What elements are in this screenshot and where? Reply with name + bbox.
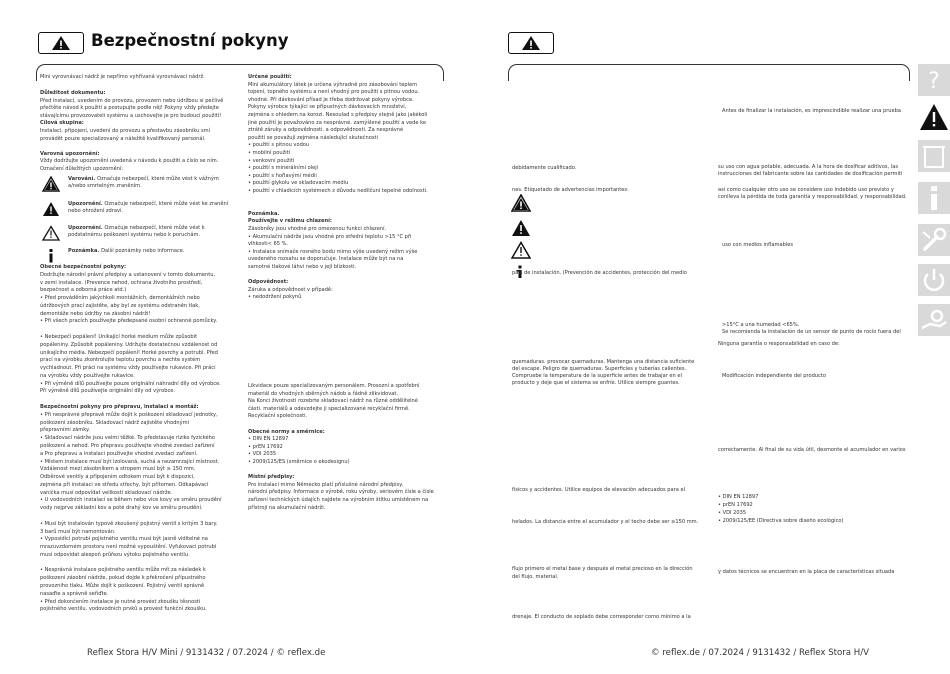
text-line: vody nejprve základní kov a poté drahý kov ve směru proudění. <box>40 505 203 512</box>
text-line: Likvidace pouze specializovaným personálem. Prosozní a spotřební <box>248 383 420 389</box>
text-line: Určené použití: <box>248 74 292 80</box>
text-line: • mobilní použití <box>248 150 291 156</box>
text-line: Při výměně dílů používejte originální díly od výrobce. <box>40 388 175 395</box>
text-line: materiál do vhodných sběrných nádob a řádně zlikvidovat. <box>248 390 398 397</box>
text-line: • použití glykolu ve skladovacím médiu <box>248 180 349 187</box>
right-footer: © reflex.de / 07.2024 / 9131432 / Reflex Stora H/V <box>651 648 870 658</box>
question-icon <box>918 64 950 96</box>
text-line: • nedodržení pokynů <box>248 294 302 301</box>
text-line: • 2009/125/EE (Directiva sobre diseño ecológico) <box>718 518 844 524</box>
right-content-frame <box>508 64 910 81</box>
text-line: národní předpisy. Informace o výrobě, roku výroby, sériovém čísle a čísle <box>248 489 434 496</box>
text-line: stávajícímu provozovateli systému a uschovejte je pro budoucí použití! <box>40 112 222 119</box>
text-line: • U vodovodních instalací se během nebo více kovy ve směru proudění <box>40 497 222 504</box>
tank-icon <box>918 140 950 172</box>
warning-icon <box>509 33 553 53</box>
text-line: del flujo. material. <box>512 574 559 580</box>
legend-text: nebo ohrožení zdraví. <box>68 208 124 215</box>
text-line: vhodné. Při dávkování přísad je třeba dodržovat pokyny výrobce. <box>248 96 414 103</box>
text-line: 3 barů musí být namontován. <box>40 528 116 535</box>
text-line: musí odpovídat alespoň průřezu výtoku pojistného ventilu. <box>40 551 190 558</box>
text-line: jiné použití je považováno za nesprávné. zamýšlené použití a vede ke <box>248 119 426 126</box>
text-line: Důležitost dokumentu: <box>40 90 106 96</box>
text-line: samotné tlakové láhvi nebo v její blízkosti. <box>248 264 357 270</box>
text-line: Používejte v režimu chlazení: <box>248 218 332 225</box>
text-line: Odběrové ventily a připojením odtokem musí být k dispozici, <box>40 474 195 481</box>
right-warning-badge <box>508 32 554 54</box>
legend-text: a/nebo smrtelným zraněním. <box>68 183 142 190</box>
text-line: Záruka a odpovědnost v případě: <box>248 286 333 293</box>
text-line: • Při výměně dílů používejte pouze originální náhradní díly od výrobce. <box>40 380 221 387</box>
text-line: Varovná upozornění: <box>40 150 100 157</box>
danger-triangle-icon <box>511 194 531 216</box>
text-line: Vzdálenost mezi zásobníkem a stropem musí být ≥ 150 mm. <box>40 466 196 473</box>
text-line: Bezpečnostní pokyny pro přepravu, instalaci a montáž: <box>40 404 199 411</box>
text-line: • DIN EN 12897 <box>248 436 289 443</box>
page-title: Bezpečnostní pokyny <box>91 31 289 50</box>
text-line: quemaduras. provocar quemaduras. Mantenga una distancia suficiente <box>512 359 695 365</box>
text-line: poškození zásobní nádrže, pokud dojde k překročení přípustného <box>40 575 206 582</box>
svg-text:?: ? <box>928 69 940 94</box>
text-line: Odpovědnost: <box>248 279 289 286</box>
text-line: • Vyposídící potrubí pojistného ventilu musí být jasně viditelné na <box>40 536 208 543</box>
text-line: Instalaci, připojení, uvedení do provozu a přestavbu zásobníku smí <box>40 128 211 134</box>
text-line: físicos y accidentes. Utilice equipos de elevación adecuados para el <box>512 487 686 493</box>
legend-text: Upozornění. Označuje nebezpečí, které může vést k <box>68 225 205 231</box>
text-line: Zásobníky jsou vhodné pro omezenou funkci chlazení. <box>248 226 387 232</box>
warning-icon <box>39 33 83 53</box>
text-line: • Skladovací nádrže jsou velmi těžké. To představuje riziko fyzického <box>40 435 216 442</box>
text-line: Vždy dodržujte upozornění uvedená v návodu k použití a číslo se ním. <box>40 158 219 165</box>
text-line: • Místem instalace musí být izolovaná, suchá a nezamrzající místnost. <box>40 458 220 465</box>
text-line: na výrobku vždy používejte rukavice. <box>40 372 135 379</box>
text-line: vlhkosti< 65 %. <box>248 241 289 248</box>
legend-text: podstatnému poškození systému nebo k poruchám. <box>68 232 201 239</box>
warning-icon <box>918 101 950 133</box>
text-line: conlleva la pérdida de toda garantía y responsabilidad. y responsabilidad. <box>718 194 907 200</box>
text-line: Modificación independiente del producto <box>722 373 826 379</box>
text-line: • prEN 17692 <box>248 443 283 450</box>
text-line: instrucciones del fabricante sobre las cantidades de dosificación permiti <box>718 171 903 177</box>
power-icon <box>918 264 950 296</box>
attention-triangle-icon <box>42 225 60 245</box>
legend-text: Varování. Označuje nebezpečí, které může vést k vážným <box>68 176 219 182</box>
text-line: nes. Etiquetado de advertencias importantes: <box>512 187 629 193</box>
text-line: país de instalación. (Prevención de accidentes, protección del medio <box>512 270 687 276</box>
text-line: Pokyny výrobce týkající se přípustných dávkovacích množství, <box>248 104 407 111</box>
text-line: • 2009/125/ES (směrnice o ekodesignu) <box>248 459 350 465</box>
settings-hand-icon <box>918 304 950 336</box>
text-line: • Nesprávná instalace pojistného ventilu může mít za následek k <box>40 567 206 574</box>
text-line: ztrátě záruky a odpovědnosti. a odpovědnosti. Za nesprávné <box>248 127 404 134</box>
text-line: Na Konci životnosti rozebrte skladovací nádrž na různé oddělitelné <box>248 398 418 405</box>
text-line: přístroji na akumulační nádrži. <box>248 504 326 511</box>
text-line: su uso con agua potable, adecuada. A la hora de dosificar aditivos, las <box>718 164 899 170</box>
text-line: drenaje. El conducto de soplado debe corresponder como mínimo a la <box>512 614 691 620</box>
text-line: přepravními zámky. <box>40 427 90 434</box>
caution-triangle-icon <box>42 201 60 221</box>
side-tab-operation[interactable] <box>918 264 950 296</box>
text-line: • Při nesprávné přepravě může dojít k poškození skladovací jednotky, <box>40 411 218 418</box>
text-line: >15°C a una humedad <65%. <box>722 322 800 328</box>
text-line: Antes de finalizar la instalación, es imprescindible realizar una prueba <box>722 108 902 114</box>
side-tab-info[interactable] <box>918 182 950 214</box>
text-line: Mini akumulátory látek je určena výhradně pro zásobování teplem <box>248 81 418 88</box>
text-line: • Nebezpečí popálení! Unikající horké médium může způsobit <box>40 334 198 341</box>
text-line: del escape. Peligro de quemaduras. Superficies y tuberías calientes. <box>512 366 687 372</box>
text-line: • Před dokončením instalace je nutné provést zkoušku těsnosti <box>40 598 201 605</box>
text-line: uvedeného rozsahu se doporučuje. Instalace může být na na <box>248 256 404 263</box>
text-line: zejména při instalaci ve středu střechy, být přítomen. Odkapávací <box>40 481 209 488</box>
text-line: mrazuvzdorném prostoru není možné vypouštění. Vyfukovací potrubí <box>40 544 217 551</box>
text-line: Se recomienda la instalación de un sensor de punto de rocío fuera del <box>722 329 901 335</box>
text-line: poškození zásobníku. Skladovací nádrž zajistěte vhodnými <box>40 419 190 426</box>
text-line: y datos técnicos se encuentran en la placa de características situada <box>718 569 895 575</box>
text-line: • DIN EN 12897 <box>718 494 759 500</box>
wrench-icon <box>918 224 950 256</box>
text-line: nasaďte a správně seřiďte. <box>40 590 109 597</box>
text-line: • Akumulační nádrže jsou vhodné pro střední teplotu >15 °C při <box>248 233 412 240</box>
text-line: Pro instalaci mimo Německo platí příslušné národní předpisy. <box>248 481 404 488</box>
text-line: Místní předpisy: <box>248 474 295 481</box>
text-line: zařízení technických údajích najdete na výrobním štítku umístěném na <box>248 497 429 503</box>
text-line: v zemi instalace. (Prevence nehod, ochrana životního prostředí, <box>40 279 203 286</box>
text-line: vychladnout. Při práci na systému vždy používejte rukavice. Při práci <box>40 365 216 372</box>
text-line: flujo primero el metal base y después el metal precioso en la dirección <box>512 566 693 572</box>
legend-text: Upozornění. Označuje nebezpečí, které může vést ke zranění <box>68 201 229 207</box>
text-line: • Před prováděním jakýchkoli montážních, demontážních nebo <box>40 295 200 302</box>
side-tab-safety[interactable] <box>918 101 950 133</box>
text-line: correctamente. Al final de su vida útil, desmonte el acumulador en varios <box>718 447 906 453</box>
text-line: provádět pouze specializovaný a náležitě kvalifikovaný personál. <box>40 135 206 142</box>
text-line: popáleniny. Způsobit popáleniny. Udržujte dostatečnou vzdálenost od <box>40 341 218 348</box>
side-tab-maintenance[interactable] <box>918 304 950 336</box>
title-warning-badge <box>38 32 84 54</box>
text-line: poškození a nehod. Pro přepravu používejte vhodné zvedací zařízení <box>40 442 215 449</box>
text-line: • použití v chladicích systémech z důvodu nedílčuní tepelné odolnosti. <box>248 188 428 194</box>
text-line: • Musí být instalován typově zkoušený pojistný ventil s kritým 3 bary. <box>40 520 218 527</box>
text-line: • venkovní použití <box>248 157 295 164</box>
text-line: • VDI 2035 <box>718 510 747 516</box>
left-footer: Reflex Stora H/V Mini / 9131432 / 07.2024 / © reflex.de <box>87 648 326 658</box>
side-tab-product[interactable] <box>918 140 950 172</box>
text-line: unikajícího média. Nebezpečí popálení! Horké povrchy a potrubí. Před <box>40 349 218 356</box>
text-line: použití se považují zejména následující skutečnosti <box>248 134 378 141</box>
side-tab-help[interactable] <box>918 64 950 96</box>
text-line: přečtěte návod k použití a postupujte podle něj! Pokyny vždy předejte <box>40 105 219 112</box>
text-line: Cílová skupina: <box>40 120 84 127</box>
side-tab-service[interactable] <box>918 224 950 256</box>
text-line: demontáže nebo údržby na zásobní nádrži! <box>40 310 151 317</box>
text-line: Označení důležitých upozornění: <box>40 166 124 172</box>
text-line: zejména s ohledem na korozi. Nesoulad s předpisy stejně jako jakékoli <box>248 112 428 118</box>
text-line: provozního tlaku. Může dojít k poškození. Pojistný ventil správně <box>40 582 205 589</box>
attention-triangle-icon <box>511 241 531 263</box>
text-line: • Při všech pracích používejte předepsané osobní ochranné pomůcky. <box>40 318 218 325</box>
text-line: pojistného ventilu. vodovodních prvků a provést funkční zkoušku. <box>40 606 207 613</box>
text-line: • Instalace snímače rosného bodu mimo výše uvedený režim výše <box>248 248 418 255</box>
text-line: • prEN 17692 <box>718 502 753 508</box>
text-line: vanička musí odpovídat velikosti skladovací nádrže. <box>40 489 173 496</box>
text-line: Recyklační společnosti. <box>248 413 308 420</box>
text-line: bezpečnost a odborná práce atd.) <box>40 287 127 294</box>
text-line: • použití s pitnou vodou <box>248 142 310 149</box>
text-line: a Pro přepravu a instalaci používejte vhodné zvedací zařízení. <box>40 450 198 457</box>
caution-triangle-icon <box>511 219 531 241</box>
text-line: • použití s minerálními oleji <box>248 165 319 172</box>
text-line: uso con medios inflamables <box>722 242 794 248</box>
text-line: helados. La distancia entre el acumulador y el techo debe ser ≥150 mm. <box>512 519 699 525</box>
text-line: topení, topného systému a není vhodný pro použití s pitnou vodou. <box>248 89 420 96</box>
text-line: • použití s hořlavými médii <box>248 172 317 179</box>
text-line: Před instalací, uvedením do provozu, provozem nebo údržbou si pečlivě <box>40 97 224 104</box>
text-line: Ninguna garantía o responsabilidad en caso de: <box>718 341 840 347</box>
text-line: části. materiálů a odevzdejte ji specializované recyklační firmě. <box>248 405 410 412</box>
text-line: Dodržujte národní právní předpisy a ustanovení v tomto dokumentu, <box>40 271 216 278</box>
text-line: Obecné bezpečnostní pokyny: <box>40 264 127 270</box>
text-line: prací na výrobku zkontrolujte teplotu povrchu a nechte systém <box>40 357 201 364</box>
info-icon <box>918 182 950 214</box>
text-line: údržbových prací zajistěte, aby byl ze systému odstraněn tlak, <box>40 302 200 309</box>
text-line: Obecné normy a směrnice: <box>248 428 325 435</box>
danger-triangle-icon <box>42 176 60 196</box>
text-line: Compruebe la temperatura de la superficie antes de trabajar en el <box>512 373 682 379</box>
text-line: así como cualquier otro uso se considere uso indebido uso previsto y <box>718 187 894 193</box>
text-line: debidamente cualificado. <box>512 165 577 171</box>
text-line: Poznámka. <box>248 210 280 217</box>
text-line: • VDI 2035 <box>248 451 277 458</box>
intro-text: Mini vyrovnávací nádrž je nepřímo vyhřívaná vyrovnávací nádrž. <box>40 74 205 80</box>
text-line: producto y deje que el sistema se enfríe. Utilice siempre guantes. <box>512 380 680 386</box>
legend-text: Poznámka. Další poznámky nebo informace. <box>68 248 185 254</box>
